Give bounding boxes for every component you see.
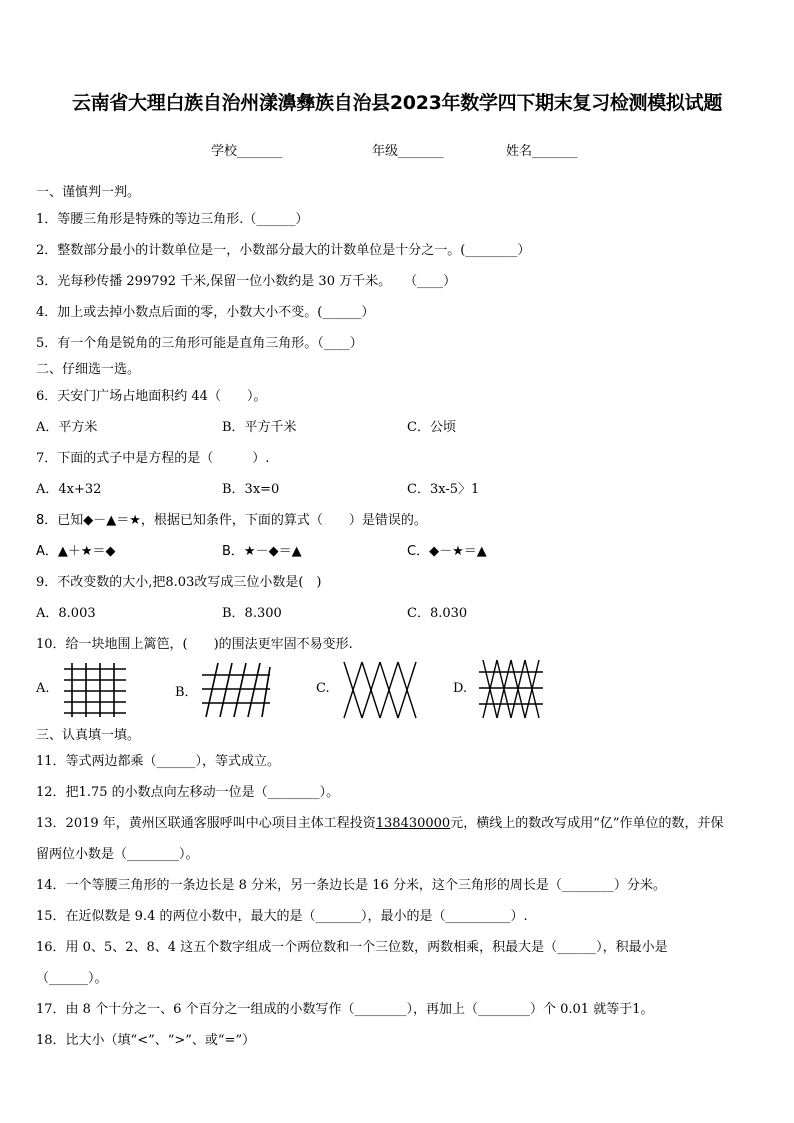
fence-slanted-grid-figure [200, 663, 272, 717]
section-heading-1: 一、谨慎判一判。 [36, 185, 141, 200]
question-13-line-2: 留两位小数是（________）。 [36, 847, 199, 862]
name-field[interactable]: 姓名_______ [506, 144, 578, 159]
question-18: 18．比大小（填“<”、“>”、或“=”） [36, 1033, 256, 1048]
question-9: 9．不改变数的大小,把8.03改写成三位小数是( ) [36, 575, 322, 590]
question-10-option-c-label: C. [316, 681, 330, 696]
question-13 [36, 812, 724, 831]
fence-crossed-figure [340, 660, 420, 720]
question-11: 11．等式两边都乘（______），等式成立。 [36, 754, 281, 769]
question-9-option-b: B．8.300 [222, 606, 282, 621]
question-10: 10．给一块地围上篱笆，( )的围法更牢固不易变形. [36, 637, 353, 652]
question-7-option-c: C．3x-5〉1 [407, 482, 480, 497]
section-heading-3: 三、认真填一填。 [36, 728, 141, 743]
question-7: 7．下面的式子中是方程的是（ ）. [36, 451, 270, 466]
question-4: 4．加上或去掉小数点后面的零，小数大小不变。(______） [36, 305, 375, 320]
question-10-option-b-label: B． [175, 685, 198, 700]
school-field[interactable]: 学校_______ [211, 144, 283, 159]
question-13-text-after: 元，横线上的数改写成用“亿”作单位的数，并保 [450, 816, 724, 831]
question-1: 1．等腰三角形是特殊的等边三角形.（______） [36, 212, 309, 227]
question-5: 5．有一个角是锐角的三角形可能是直角三角形。（____） [36, 336, 363, 351]
grade-field[interactable]: 年级_______ [372, 144, 444, 159]
question-13-underlined-number: 138430000 [375, 816, 451, 831]
question-10-option-d-label: D. [453, 681, 468, 696]
section-heading-2: 二、仔细选一选。 [36, 362, 141, 377]
question-6-option-c: C．公顷 [407, 420, 456, 435]
question-10-option-a-label: A. [36, 681, 50, 696]
question-16-line-2: （______）。 [36, 971, 108, 986]
question-2: 2．整数部分最小的计数单位是一，小数部分最大的计数单位是十分之一。(________） [36, 243, 531, 258]
question-8-option-a: A．▲＋★＝◆ [36, 544, 116, 559]
question-3: 3．光每秒传播 299792 千米,保留一位小数约是 30 万千米。 （____） [36, 274, 457, 289]
question-12: 12．把1.75 的小数点向左移动一位是（________）。 [36, 785, 340, 800]
question-8-option-b: B．★－◆＝▲ [222, 544, 302, 559]
question-14: 14．一个等腰三角形的一条边长是 8 分米，另一条边长是 16 分米，这个三角形的周长是（________）分米。 [36, 878, 666, 893]
question-6-option-b: B．平方千米 [222, 420, 297, 435]
question-7-option-b: B．3x=0 [222, 482, 280, 497]
question-6-option-a: A．平方米 [36, 420, 98, 435]
question-15: 15．在近似数是 9.4 的两位小数中，最大的是（_______），最小的是（__________）. [36, 909, 528, 924]
question-6: 6．天安门广场占地面积约 44（ ）。 [36, 389, 267, 404]
question-17: 17．由 8 个十分之一、6 个百分之一组成的小数写作（________），再加上（________）个 0.01 就等于1。 [36, 1002, 654, 1017]
question-9-option-c: C．8.030 [407, 606, 468, 621]
question-8-option-c: C．◆－★＝▲ [407, 544, 487, 559]
question-16: 16．用 0、5、2、8、4 这五个数字组成一个两位数和一个三位数，两数相乘，积最大是（______），积最小是 [36, 940, 668, 955]
question-7-option-a: A．4x+32 [36, 482, 102, 497]
page-title: 云南省大理白族自治州漾濞彝族自治县2023年数学四下期末复习检测模拟试题 [71, 92, 723, 114]
fence-crossed-with-rails-figure [477, 658, 545, 720]
question-9-option-a: A．8.003 [36, 606, 96, 621]
fence-grid-square-figure [60, 663, 128, 717]
question-13-text-before: 13．2019 年，黄州区联通客服呼叫中心项目主体工程投资 [36, 816, 376, 831]
question-8: 8．已知◆－▲＝★，根据已知条件，下面的算式（ ）是错误的。 [36, 513, 427, 528]
